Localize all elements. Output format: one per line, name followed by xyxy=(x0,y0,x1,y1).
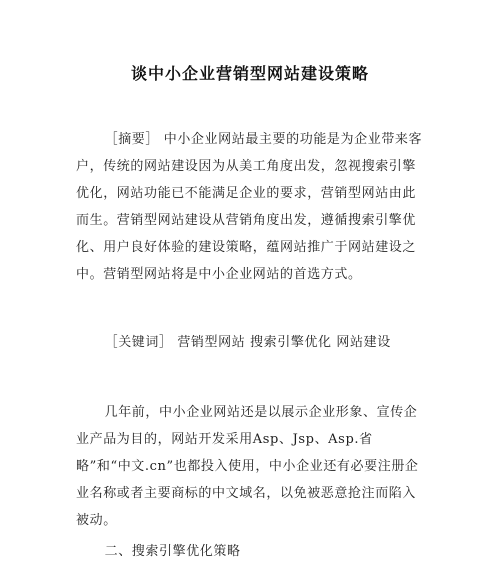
document-title: 谈中小企业营销型网站建设策略 xyxy=(130,64,369,83)
section-heading: 二、搜索引擎优化策略 xyxy=(104,544,241,559)
body-paragraph: 几年前，中小企业网站还是以展示企业形象、宣传企业产品为目的，网站开发采用Asp、Jsp、Asp.省略”和“中文.cn”也都投入使用，中小企业还有必要注册企业名称或者主要商标的中文域名，以免被恶意抢注而陷入被动。 xyxy=(76,405,419,528)
abstract-paragraph: ［摘要］ 中小企业网站最主要的功能是为企业带来客户，传统的网站建设因为从美工角度出发，忽视搜索引擎优化，网站功能已不能满足企业的要求，营销型网站由此而生。营销型网站建设从营销角度出发，遵循搜索引擎优化、用户良好体验的建设策略，蕴网站推广于网站建设之中。营销型网站将是中小企业网站的首选方式。 xyxy=(76,132,423,282)
keywords-paragraph: ［关键词］ 营销型网站 搜索引擎优化 网站建设 xyxy=(104,335,391,350)
